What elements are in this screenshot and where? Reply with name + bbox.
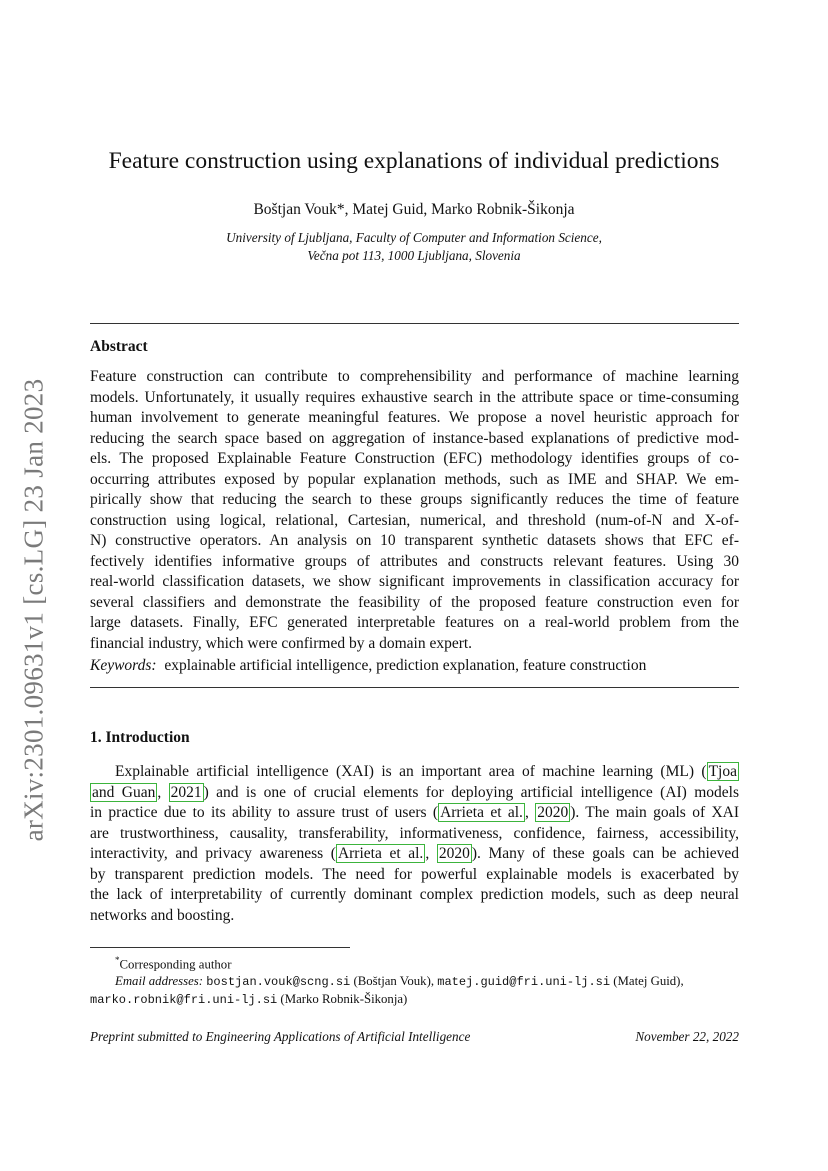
abstract-line: N) constructive operators. An analysis on 10 transparent synthetic datasets shows that EFC ef- xyxy=(90,532,739,549)
introduction-paragraph xyxy=(90,762,739,926)
intro-line-2 xyxy=(90,783,739,804)
arxiv-sidebar-stamp xyxy=(14,370,54,850)
paper-title: Feature construction using explanations of individual predictions xyxy=(108,148,720,174)
preprint-notice: Preprint submitted to Engineering Applications of Artificial Intelligence xyxy=(90,1029,471,1044)
author-list: Boštjan Vouk*, Matej Guid, Marko Robnik-Šikonja xyxy=(253,201,575,218)
footnote-emails-cont xyxy=(90,991,739,1009)
citation-link[interactable]: and Guan xyxy=(92,783,156,801)
footnote-corresponding xyxy=(90,952,739,973)
keywords-label: Keywords: xyxy=(90,657,157,674)
abstract-heading: Abstract xyxy=(90,338,148,355)
intro-text: , xyxy=(425,845,437,862)
arxiv-id: arXiv:2301.09631v1 [cs.LG] 23 Jan 2023 xyxy=(18,378,49,842)
intro-line-5 xyxy=(90,844,739,865)
citation-link[interactable]: 2020 xyxy=(438,845,470,862)
email-link[interactable]: bostjan.vouk@scng.si xyxy=(206,975,351,990)
abstract-top-rule xyxy=(90,323,739,324)
footnote-marker: * xyxy=(115,955,120,965)
citation-link[interactable]: Tjoa xyxy=(708,763,737,780)
affiliation xyxy=(0,229,828,265)
introduction-heading: 1. Introduction xyxy=(90,729,190,746)
intro-line-4: are trustworthiness, causality, transferability, informativeness, confidence, fairness, accessibility, xyxy=(90,824,739,842)
intro-text: in practice due to its ability to assure trust of users ( xyxy=(90,804,439,821)
abstract-line: models. Unfortunately, it usually requires exhaustive search in the attribute space or time-consuming xyxy=(90,388,739,406)
footnote xyxy=(90,952,739,1009)
footnote-emails xyxy=(90,973,739,991)
intro-line-6: by transparent prediction models. The need for powerful explainable models is exacerbated by xyxy=(90,865,739,883)
keywords xyxy=(90,656,739,677)
abstract-line: real-world classification datasets, we show significant improvements in classification accuracy for xyxy=(90,573,739,590)
abstract-line: several classifiers and demonstrate the feasibility of the proposed feature construction even for xyxy=(90,593,739,611)
abstract-line: reducing the search space based on aggregation of instance-based explanations of predictive mod- xyxy=(90,429,739,447)
email-link[interactable]: marko.robnik@fri.uni-lj.si xyxy=(90,993,278,1008)
intro-line-3 xyxy=(90,803,739,824)
citation-link[interactable]: 2021 xyxy=(170,783,202,801)
intro-text: , xyxy=(157,783,169,801)
intro-text: Explainable artificial intelligence (XAI) is an important area of machine learning (ML) ( xyxy=(115,763,707,780)
intro-text: , xyxy=(524,804,536,821)
abstract-line: pirically show that reducing the search to these groups significantly reduces the time of feature xyxy=(90,491,739,508)
abstract-line: construction using logical, relational, Cartesian, numerical, and threshold (num-of-N and X-of- xyxy=(90,511,739,529)
abstract-body xyxy=(90,367,739,654)
abstract-line: els. The proposed Explainable Feature Construction (EFC) methodology identifies groups of co- xyxy=(90,450,739,467)
intro-text: interactivity, and privacy awareness ( xyxy=(90,845,336,862)
citation-link[interactable]: Arrieta et al. xyxy=(440,804,523,821)
intro-line-8: networks and boosting. xyxy=(90,906,235,924)
email-owner: (Matej Guid), xyxy=(610,974,684,989)
email-owner: (Marko Robnik-Šikonja) xyxy=(277,992,408,1007)
preprint-date: November 22, 2022 xyxy=(635,1029,739,1044)
intro-text: ). Many of these goals can be achieved xyxy=(471,845,740,862)
keywords-text: explainable artificial intelligence, prediction explanation, feature construction xyxy=(164,657,647,674)
abstract-bottom-rule xyxy=(90,687,739,688)
abstract-line: large datasets. Finally, EFC generated interpretable features on a real-world problem from the xyxy=(90,614,739,631)
abstract-line: Feature construction can contribute to comprehensibility and performance of machine learning xyxy=(90,368,739,385)
abstract-line: occurring attributes exposed by popular explanation methods, such as IME and SHAP. We em- xyxy=(90,470,739,488)
citation-link[interactable]: 2020 xyxy=(537,804,569,821)
footnote-rule xyxy=(90,947,350,948)
affiliation-line-1: University of Ljubljana, Faculty of Computer and Information Science, xyxy=(226,230,602,245)
abstract-line: human involvement to generate meaningful features. We propose a novel heuristic approach for xyxy=(90,409,739,426)
abstract-line: financial industry, which were confirmed by a domain expert. xyxy=(90,634,473,652)
email-link[interactable]: matej.guid@fri.uni-lj.si xyxy=(437,975,611,990)
citation-link[interactable]: Arrieta et al. xyxy=(337,845,424,862)
footnote-corresponding-text: Corresponding author xyxy=(119,957,232,972)
abstract-line: fectively identifies informative groups of attributes and constructs relevant features. Using 30 xyxy=(90,552,739,570)
affiliation-line-2: Večna pot 113, 1000 Ljubljana, Slovenia xyxy=(307,248,521,263)
email-owner: (Boštjan Vouk), xyxy=(350,974,438,989)
email-label: Email addresses: xyxy=(115,974,204,989)
intro-line-7: the lack of interpretability of currently dominant complex prediction models, such as deep neural xyxy=(90,886,739,903)
intro-line-1 xyxy=(90,762,739,783)
intro-text: ). The main goals of XAI xyxy=(570,804,740,821)
intro-text: ) and is one of crucial elements for deploying artificial intelligence (AI) models xyxy=(203,783,739,801)
